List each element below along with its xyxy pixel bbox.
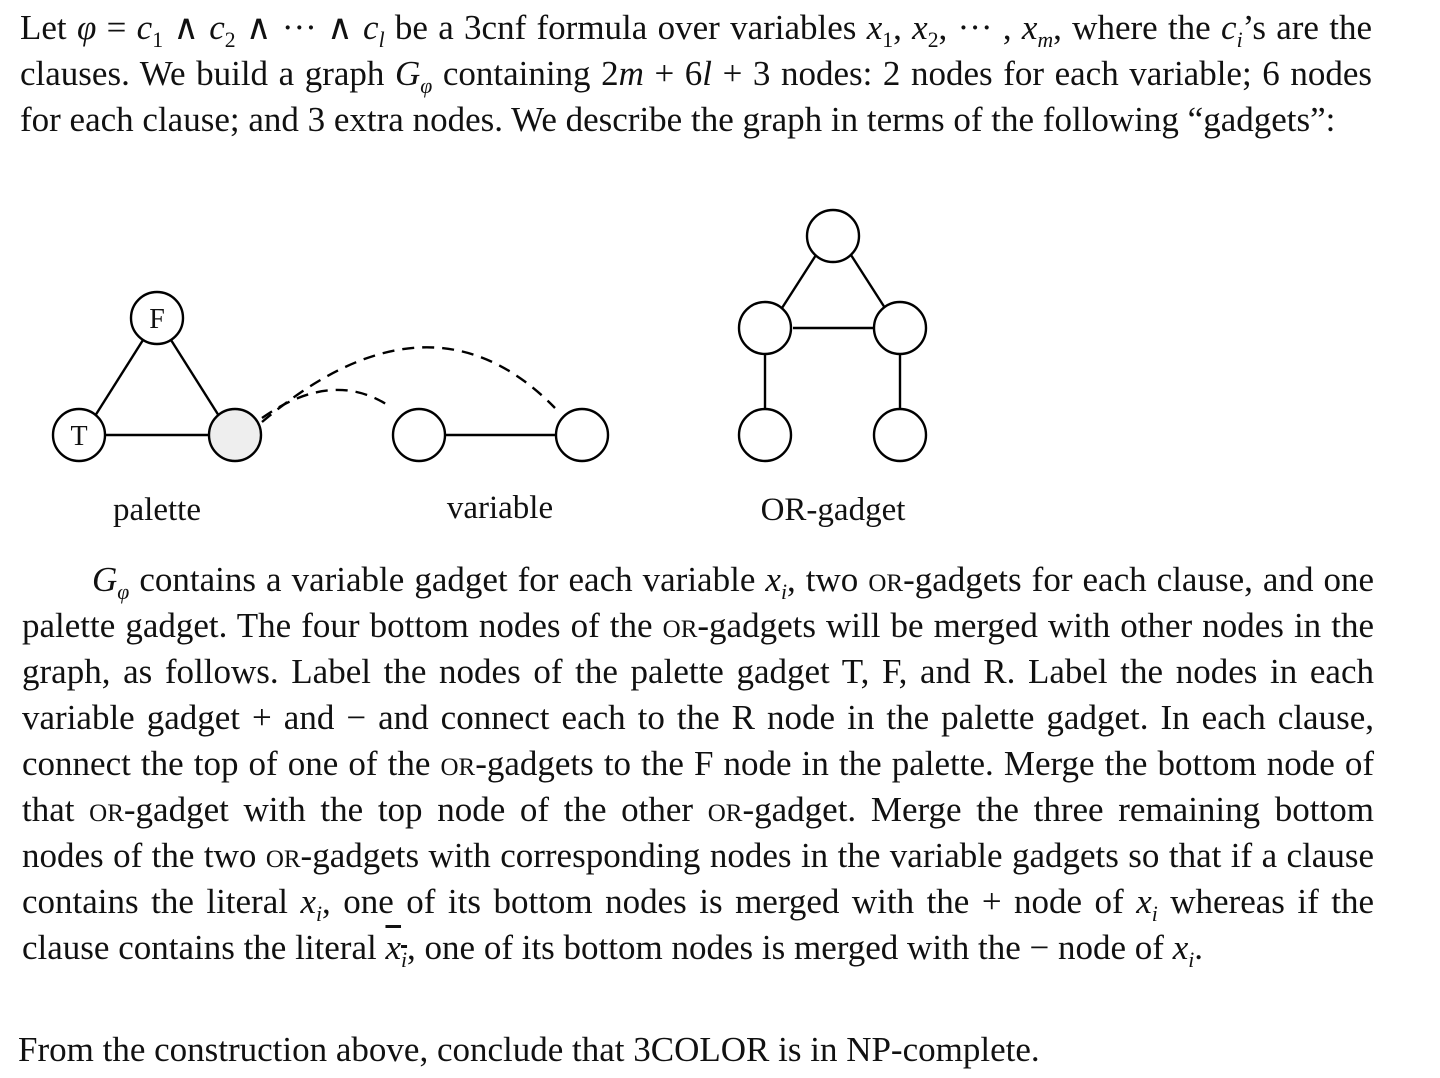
palette-edge-t-f: [95, 340, 143, 416]
palette-node-r: [209, 409, 261, 461]
palette-label-f: F: [149, 304, 165, 335]
or-node-mid-left: [739, 302, 791, 354]
or-node-top: [807, 210, 859, 262]
variable-node-plus: [556, 409, 608, 461]
or-node-mid-right: [874, 302, 926, 354]
gadgets-figure: [0, 200, 1000, 540]
or-node-bottom-left: [739, 409, 791, 461]
conclusion-text: From the construction above, conclude that 3COLOR is in NP-complete.: [18, 1030, 1040, 1069]
dashed-edge-r-minus: [262, 390, 386, 418]
body-paragraph: $G_\varphi$ contains a variable gadget for each variable $x_i$, two or-gadgets for each clause, and one palette gadget. The four bottom nodes of the or-gadgets will be merged with other nodes in the graph, as follows. Label the nodes of the palette gadget T, F, and R. Label the nodes in each variable gadget + and − and connect each to the R node in the palette gadget. In each clause, connect the top of one of the or-gadgets to the F node in the palette. Merge the bottom node of that or-gadget with the top node of the other or-gadget. Merge the three remaining bottom nodes of the two or-gadgets with corresponding nodes in the variable gadgets so that if a clause contains the literal $x_i$, one of its bottom nodes is merged with the + node of $x_i$ whereas if the clause contains the literal $x_i$, one of its bottom nodes is merged with the − node of $x_i$.: [22, 560, 1375, 972]
caption-palette: palette: [113, 492, 201, 528]
caption-variable: variable: [446, 490, 554, 526]
or-edge-top-right: [851, 255, 885, 308]
math-phi: φ: [76, 8, 97, 47]
variable-node-minus: [393, 409, 445, 461]
caption-or-gadget: OR-gadget: [760, 492, 906, 528]
or-edge-top-left: [782, 255, 816, 308]
palette-label-t: T: [70, 421, 88, 452]
intro-paragraph: Let $\varphi = c_1$ ∧ $c_2$ ∧ ··· ∧ $c_l$ be a 3cnf formula over variables $x_1$, $x_2$, ··· , $x_m$, where the $c_i’s$ are the clauses. We build a graph $G_\varphi$ containing 2m + 6l + 3 nodes: 2 nodes for each variable; 6 nodes for each clause; and 3 extra nodes. We describe the graph in terms of the following “gadgets”:: [20, 8, 1373, 139]
or-node-bottom-right: [874, 409, 926, 461]
palette-edge-f-r: [171, 340, 219, 416]
